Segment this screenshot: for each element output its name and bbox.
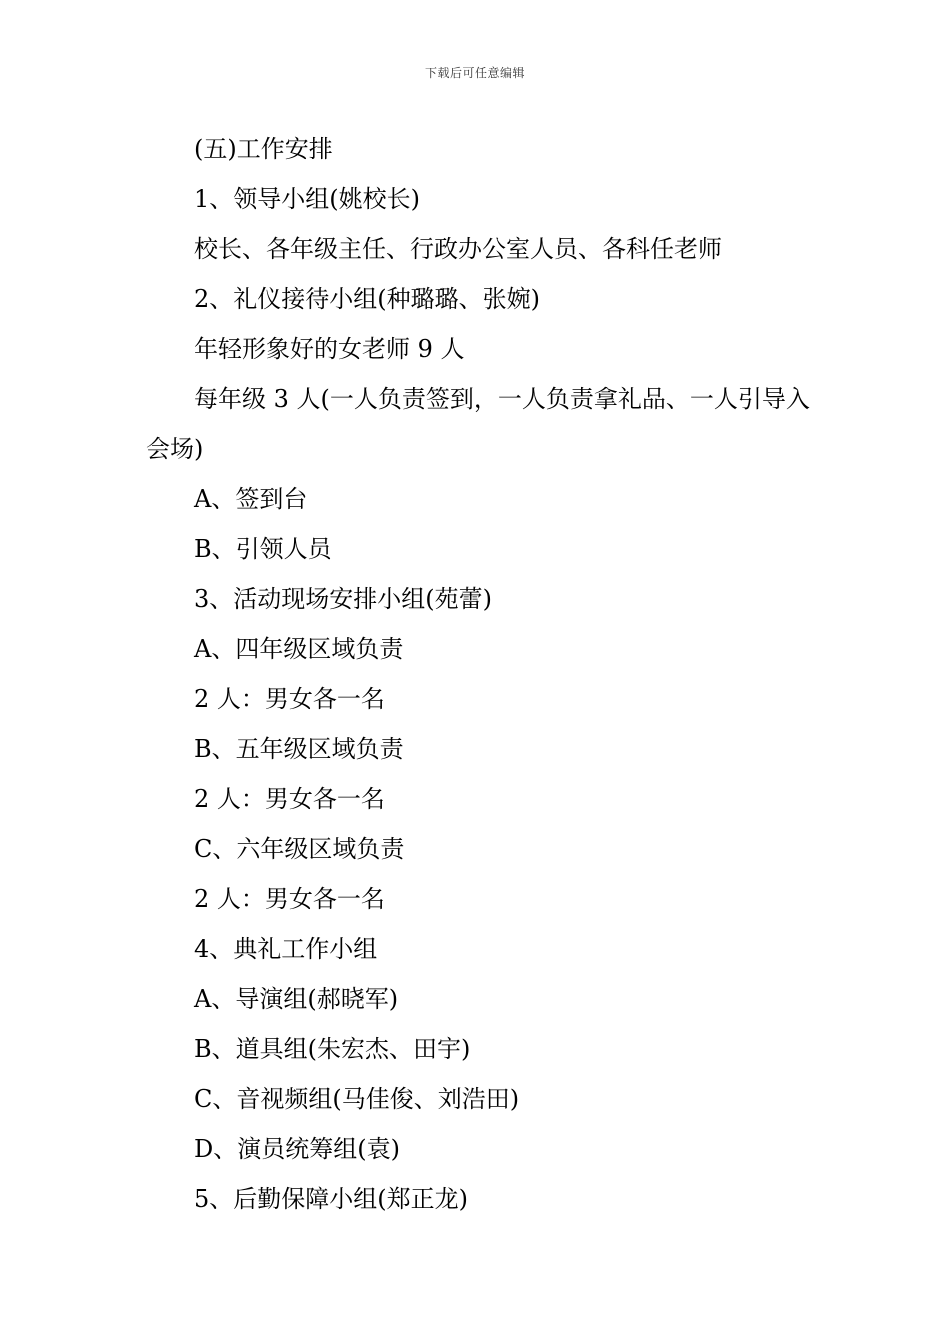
list-item: C、六年级区域负责 (194, 835, 405, 863)
list-item: 校长、各年级主任、行政办公室人员、各科任老师 (194, 235, 722, 263)
list-item: 1、领导小组(姚校长) (194, 185, 420, 213)
list-item: 2 人：男女各一名 (194, 885, 385, 913)
list-item: 2、礼仪接待小组(种璐璐、张婉) (194, 285, 540, 313)
list-item: A、签到台 (194, 485, 308, 513)
list-item: D、演员统筹组(袁) (194, 1135, 400, 1163)
document-body (146, 124, 816, 1224)
list-item: B、道具组(朱宏杰、田宇) (194, 1035, 471, 1063)
list-item: 2 人：男女各一名 (194, 685, 385, 713)
list-item: A、导演组(郝晓军) (194, 985, 399, 1013)
list-item: 年轻形象好的女老师 9 人 (194, 335, 465, 363)
list-item: A、四年级区域负责 (194, 635, 404, 663)
list-item: 5、后勤保障小组(郑正龙) (194, 1185, 468, 1213)
list-item: 2 人：男女各一名 (194, 785, 385, 813)
list-item: B、引领人员 (194, 535, 332, 563)
list-item: B、五年级区域负责 (194, 735, 404, 763)
section-heading: (五)工作安排 (194, 135, 333, 163)
list-item: 每年级 3 人(一人负责签到，一人负责拿礼品、一人引导入会场) (146, 385, 810, 463)
page-header: 下载后可任意编辑 (424, 66, 525, 80)
list-item: 3、活动现场安排小组(苑蕾) (194, 585, 492, 613)
list-item: C、音视频组(马佳俊、刘浩田) (194, 1085, 520, 1113)
list-item: 4、典礼工作小组 (194, 935, 378, 963)
